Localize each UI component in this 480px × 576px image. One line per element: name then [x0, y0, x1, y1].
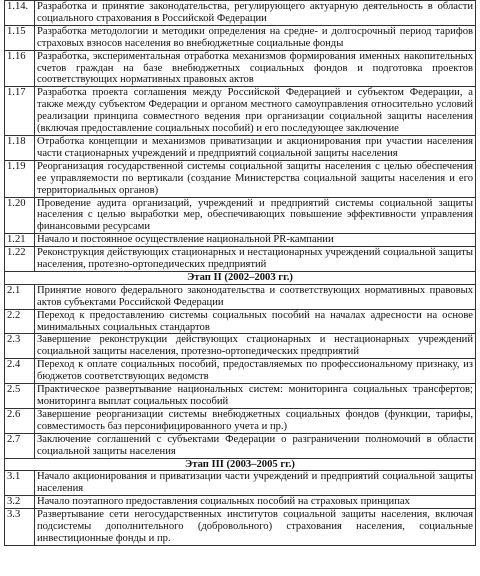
item-text: Разработка, экспериментальная отработка механизмов формирования именных накопительных счетов граждан на базе внебюджетных социальных фондов и подготовка проектов соответствующих нормативных правовых актов [35, 50, 476, 87]
item-number: 1.15 [5, 25, 35, 50]
table-row [5, 25, 476, 50]
item-number: 1.14. [5, 1, 35, 26]
table-row [5, 433, 476, 458]
measures-table [4, 0, 476, 546]
table-row [5, 334, 476, 359]
table-row [5, 309, 476, 334]
item-number: 2.6 [5, 408, 35, 433]
table-row [5, 509, 476, 546]
item-text: Начало поэтапного предоставления социальных пособий на страховых принципах [35, 496, 476, 509]
item-text: Завершение реорганизации системы внебюджетных социальных фондов (функции, тарифы, совместимость баз персонифицированного учета и пр.) [35, 408, 476, 433]
table-row [5, 384, 476, 409]
item-number: 1.18 [5, 135, 35, 160]
item-number: 3.3 [5, 509, 35, 546]
table-row [5, 359, 476, 384]
item-number: 1.22 [5, 247, 35, 272]
item-text: Начало и постоянное осуществление национальной PR-кампании [35, 234, 476, 247]
item-text: Начало акционирования и приватизации части учреждений и предприятий социальной защиты населения [35, 471, 476, 496]
item-text: Реорганизация государственной системы социальной защиты населения с целью обеспечения ее управляемости по вертикали (создание Министерства социальной защиты населения и его территориальных органов) [35, 160, 476, 197]
item-text: Принятие нового федерального законодательства и соответствующих нормативных правовых актов субъектами Российской Федерации [35, 284, 476, 309]
item-number: 1.20 [5, 197, 35, 234]
item-number: 2.3 [5, 334, 35, 359]
item-text: Практическое развертывание национальных систем: мониторинга социальных трансфертов; мониторинга выплат социальных пособий [35, 384, 476, 409]
item-number: 1.16 [5, 50, 35, 87]
item-number: 3.1 [5, 471, 35, 496]
item-number: 2.1 [5, 284, 35, 309]
stage-heading: Этап III (2003–2005 гг.) [5, 458, 476, 471]
table-row [5, 247, 476, 272]
item-text: Разработка проекта соглашения между Российской Федерацией и субъектом Федерации, а также между субъектом Федерации и органом местного самоуправления относительно условий реализации принципа совместного ведения при организации социальной защиты населения (включая предоставление социальных пособий) и его последующее заключение [35, 87, 476, 136]
table-row [5, 87, 476, 136]
item-number: 2.7 [5, 433, 35, 458]
item-text: Переход к предоставлению системы социальных пособий на началах адресности на основе минимальных социальных стандартов [35, 309, 476, 334]
item-text: Завершение реконструкции действующих стационарных и нестационарных учреждений социальной защиты населения, протезно-ортопедических предприятий [35, 334, 476, 359]
item-text: Проведение аудита организаций, учреждений и предприятий системы социальной защиты населения с целью выработки мер, обеспечивающих повышение эффективности управления финансовыми ресурсами [35, 197, 476, 234]
item-number: 2.2 [5, 309, 35, 334]
stage-heading-row [5, 271, 476, 284]
table-row [5, 1, 476, 26]
item-number: 1.17 [5, 87, 35, 136]
item-number: 1.21 [5, 234, 35, 247]
item-number: 3.2 [5, 496, 35, 509]
document-page [4, 0, 476, 546]
table-row [5, 160, 476, 197]
item-text: Разработка методологии и методики определения на средне- и долгосрочный период тарифов страховых взносов населения во внебюджетные социальные фонды [35, 25, 476, 50]
item-text: Переход к оплате социальных пособий, предоставляемых по профессиональному признаку, из бюджетов соответствующих ведомств [35, 359, 476, 384]
table-row [5, 408, 476, 433]
item-text: Разработка и принятие законодательства, регулирующего актуарную деятельность в области социального страхования в Российской Федерации [35, 1, 476, 26]
item-text: Заключение соглашений с субъектами Федерации о разграничении полномочий в области социальной защиты населения [35, 433, 476, 458]
item-text: Реконструкция действующих стационарных и нестационарных учреждений социальной защиты населения, протезно-ортопедических предприятий [35, 247, 476, 272]
table-row [5, 50, 476, 87]
table-row [5, 234, 476, 247]
item-number: 1.19 [5, 160, 35, 197]
item-number: 2.4 [5, 359, 35, 384]
measures-table-body [5, 1, 476, 546]
table-row [5, 197, 476, 234]
stage-heading: Этап II (2002–2003 гг.) [5, 271, 476, 284]
table-row [5, 284, 476, 309]
item-text: Отработка концепции и механизмов приватизации и акционирования при участии населения части стационарных учреждений и предприятий социальной защиты населения [35, 135, 476, 160]
item-number: 2.5 [5, 384, 35, 409]
item-text: Развертывание сети негосударственных институтов социальной защиты населения, включая подсистемы дополнительного (добровольного) страхования населения, социальные инвестиционные фонды и пр. [35, 509, 476, 546]
table-row [5, 471, 476, 496]
stage-heading-row [5, 458, 476, 471]
table-row [5, 496, 476, 509]
table-row [5, 135, 476, 160]
